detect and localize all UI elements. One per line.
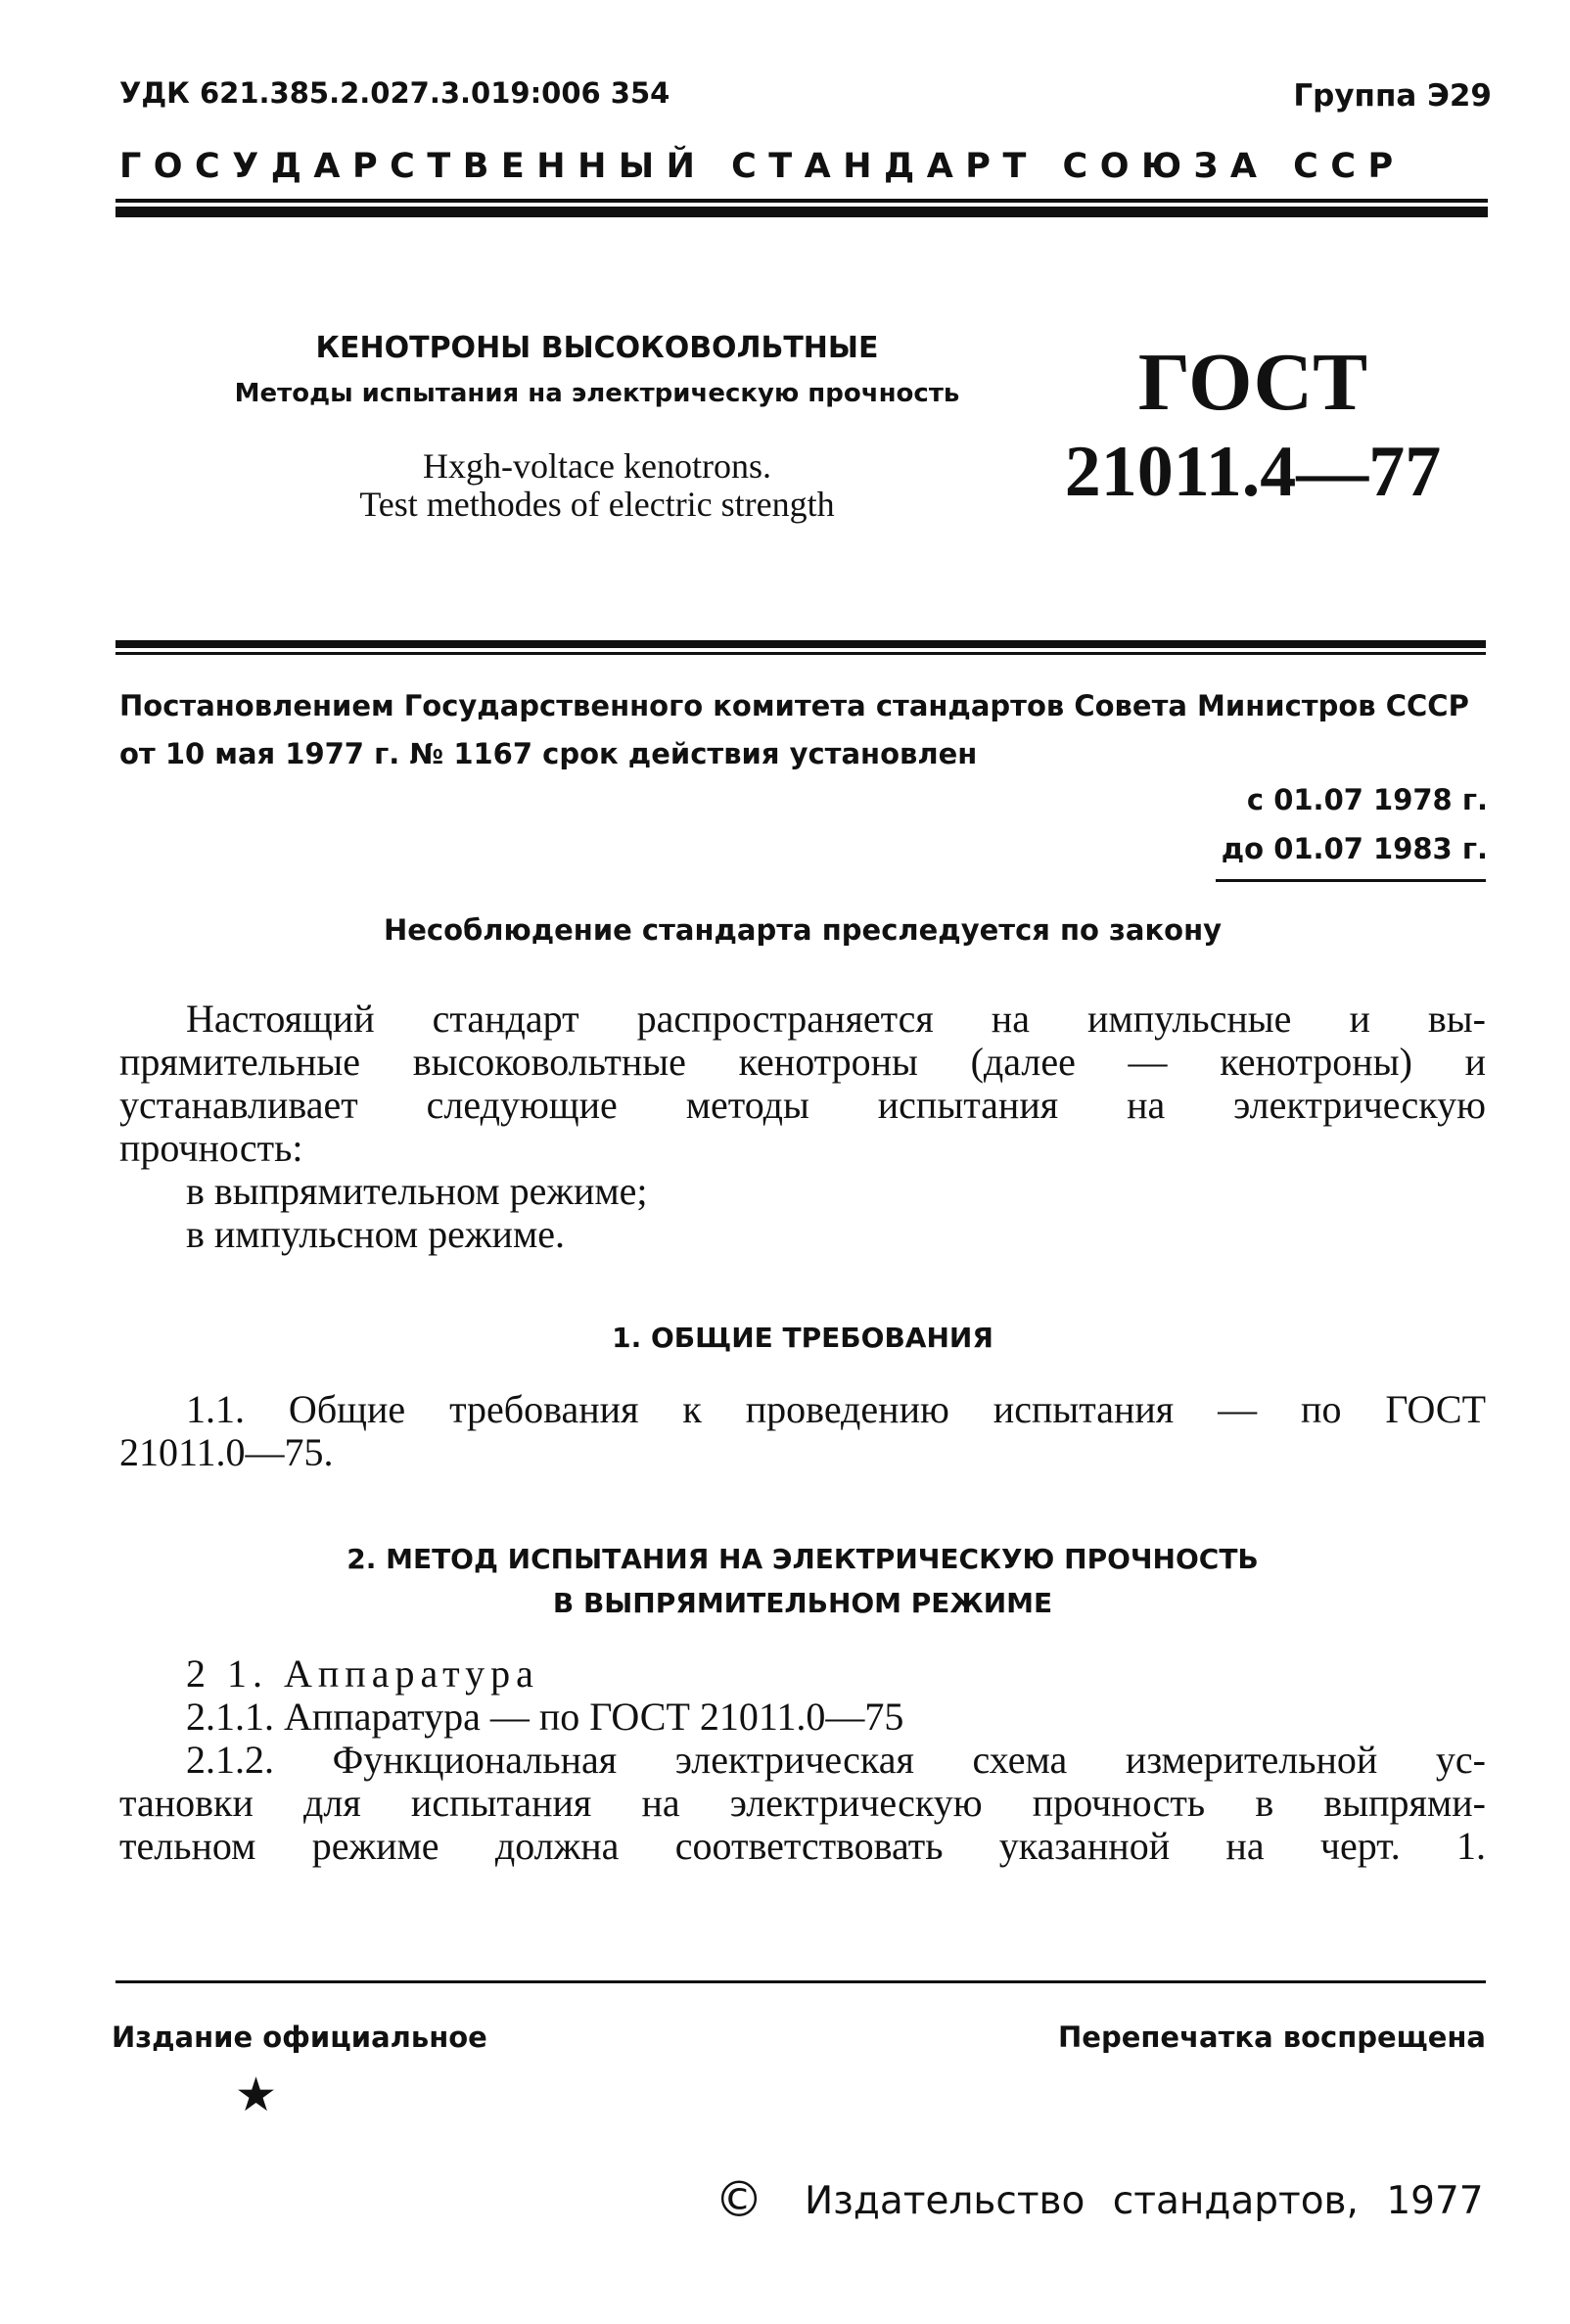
section1-paragraph [119, 1388, 1486, 1474]
section2-heading-line2: В ВЫПРЯМИТЕЛЬНОМ РЕЖИМЕ [552, 1587, 1053, 1619]
intro-line: прочность: [119, 1126, 303, 1170]
title-rule-thin [115, 652, 1486, 655]
english-title-line1: Hxgh-voltace kenotrons. [423, 446, 771, 486]
header-rule-thin [115, 199, 1488, 203]
law-notice: Несоблюдение стандарта преследуется по закону [383, 913, 1223, 947]
clause-2-1-2-line: тельном режиме должна соответствовать указанной на черт. 1. [119, 1824, 1486, 1868]
validity-to: до 01.07 1983 г. [1221, 832, 1488, 865]
decree-line2: от 10 мая 1977 г. № 1167 срок действия установлен [119, 737, 978, 770]
clause-2-1: 2 1. Аппаратура [186, 1651, 539, 1696]
clause-2-1-1: 2.1.1. Аппаратура — по ГОСТ 21011.0—75 [186, 1695, 904, 1739]
document-subtitle: Методы испытания на электрическую прочность [234, 379, 960, 408]
intro-line: устанавливает следующие методы испытания на электрическую [119, 1083, 1486, 1127]
udk-code: УДК 621.385.2.027.3.019:006 354 [119, 76, 670, 110]
intro-line: прямительные высоковольтные кенотроны (далее — кенотроны) и [119, 1040, 1486, 1084]
publisher-line: Издательство стандартов, 1977 [805, 2179, 1484, 2223]
section2-heading-line1: 2. МЕТОД ИСПЫТАНИЯ НА ЭЛЕКТРИЧЕСКУЮ ПРОЧНОСТЬ [346, 1543, 1259, 1575]
copyright-icon: © [715, 2171, 763, 2228]
clause-2-1-2-line: 2.1.2. Функциональная электрическая схема измерительной ус- [186, 1738, 1486, 1782]
star-icon: ★ [235, 2069, 278, 2121]
intro-list-item: в импульсном режиме. [186, 1212, 566, 1256]
gost-label: ГОСТ [1137, 337, 1368, 428]
section2-paragraphs [119, 1652, 1486, 1868]
title-rule-thick [115, 640, 1486, 648]
section1-heading: 1. ОБЩИЕ ТРЕБОВАНИЯ [612, 1322, 993, 1354]
document-title: КЕНОТРОНЫ ВЫСОКОВОЛЬТНЫЕ [315, 331, 879, 365]
gost-number: 21011.4—77 [1064, 432, 1442, 512]
intro-paragraph [119, 998, 1486, 1256]
footer-rule [115, 1980, 1486, 1983]
clause-2-1-2-line: тановки для испытания на электрическую прочность в выпрями- [119, 1781, 1486, 1825]
group-code: Группа Э29 [1293, 78, 1492, 114]
state-standard-banner: ГОСУДАРСТВЕННЫЙ СТАНДАРТ СОЮЗА ССР [119, 147, 1406, 186]
reprint-notice: Перепечатка воспрещена [1058, 2021, 1486, 2054]
edition-label: Издание официальное [112, 2021, 487, 2054]
english-title-line2: Test methodes of electric strength [359, 485, 835, 524]
decree-line1: Постановлением Государственного комитета стандартов Совета Министров СССР [119, 689, 1469, 722]
header-rule-thick [115, 207, 1488, 217]
paragraph-line: 1.1. Общие требования к проведению испытания — по ГОСТ [186, 1387, 1486, 1431]
intro-line: Настоящий стандарт распространяется на импульсные и вы- [186, 997, 1486, 1041]
validity-rule [1216, 879, 1486, 882]
intro-list-item: в выпрямительном режиме; [186, 1169, 648, 1213]
validity-from: с 01.07 1978 г. [1246, 783, 1488, 816]
paragraph-line: 21011.0—75. [119, 1430, 334, 1474]
